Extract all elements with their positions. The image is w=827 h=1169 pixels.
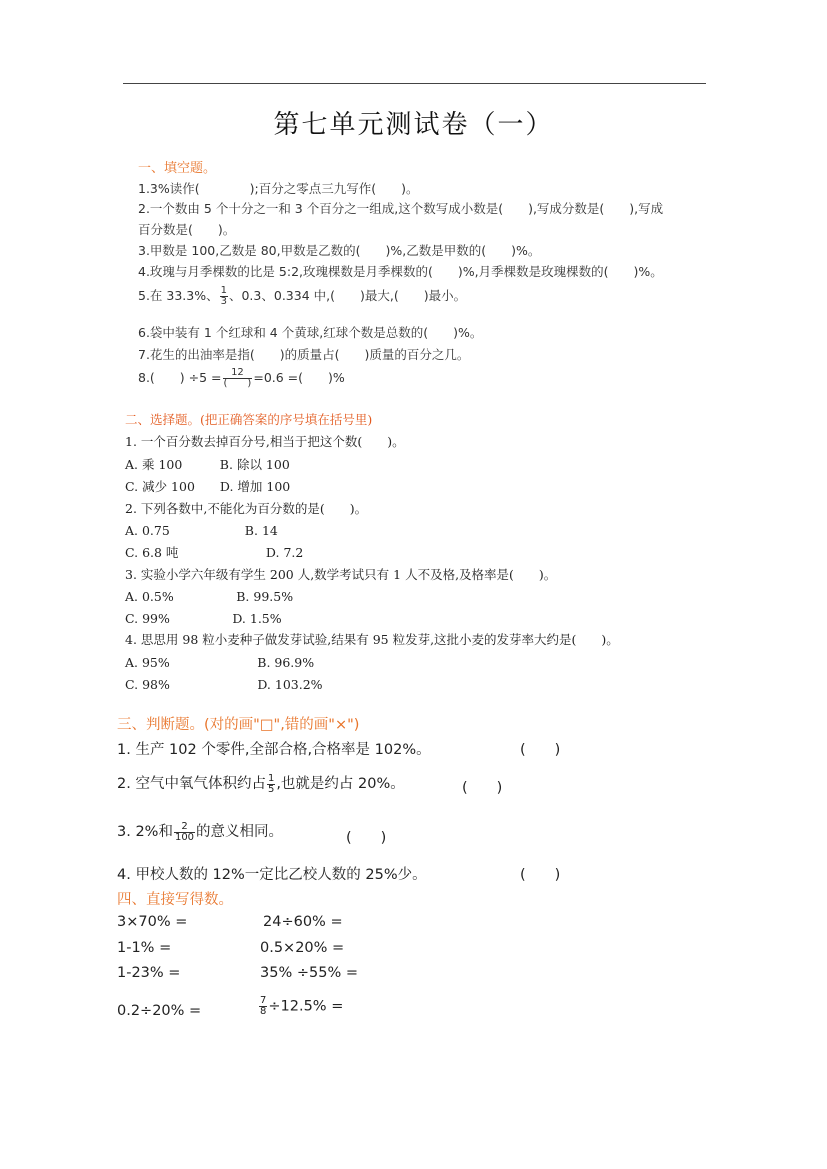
s2-line: C. 98% D. 103.2% [125, 677, 323, 692]
s1-q1: 1.3%读作( );百分之零点三九写作( )。 [138, 181, 419, 196]
fraction [223, 368, 253, 389]
fraction-denominator: 5 [267, 783, 275, 795]
s1-q5-pre: 5.在 33.3%、 [138, 288, 219, 303]
s1-q4: 4.玫瑰与月季棵数的比是 5:2,玫瑰棵数是月季棵数的( )%,月季棵数是玫瑰棵数的( )%。 [138, 264, 663, 279]
fraction-numerator: 7 [260, 995, 267, 1006]
fraction [259, 996, 267, 1017]
s3-q4-answer: ( ) [520, 867, 561, 883]
s4-right: 35% ÷55% = [260, 965, 358, 981]
section3-heading: 三、判断题。(对的画"□",错的画"×") [117, 717, 360, 733]
s3-q2-post: ,也就是约占 20%。 [276, 776, 405, 792]
section2-heading: 二、选择题。(把正确答案的序号填在括号里) [125, 412, 373, 427]
s2-line: A. 乘 100 B. 除以 100 [125, 457, 290, 472]
fraction-numerator: 1 [220, 285, 227, 296]
s3-q2-pre: 2. 空气中氧气体积约占 [117, 776, 266, 792]
s4-right [258, 996, 343, 1017]
s4-last-right: ÷12.5% = [268, 998, 344, 1015]
s1-q8-post: =0.6 =( )% [253, 370, 345, 385]
s4-left: 1-23% = [117, 965, 181, 981]
s3-q3 [117, 820, 283, 843]
s2-line: C. 6.8 吨 D. 7.2 [125, 545, 304, 560]
s3-q2-answer: ( ) [462, 780, 503, 796]
s2-line: C. 99% D. 1.5% [125, 611, 282, 626]
section4-heading: 四、直接写得数。 [117, 892, 233, 908]
header-rule [123, 83, 706, 84]
s2-line: C. 减少 100 D. 增加 100 [125, 479, 291, 494]
section1-heading: 一、填空题。 [138, 161, 217, 176]
fraction [267, 774, 275, 795]
s3-q1: 1. 生产 102 个零件,全部合格,合格率是 102%。 [117, 742, 431, 758]
s2-line: 4. 思思用 98 粒小麦种子做发芽试验,结果有 95 粒发芽,这批小麦的发芽率大约是( )。 [125, 632, 619, 647]
s3-q2 [117, 772, 405, 795]
s4-left: 3×70% = [117, 914, 188, 930]
s2-line: 1. 一个百分数去掉百分号,相当于把这个数( )。 [125, 434, 405, 449]
fraction-denominator: ( ) [223, 378, 252, 389]
fraction-denominator: 8 [260, 1006, 267, 1017]
s2-line: A. 0.5% B. 99.5% [125, 589, 294, 604]
s2-line: 2. 下列各数中,不能化为百分数的是( )。 [125, 501, 368, 516]
fraction-denominator: 100 [174, 831, 195, 843]
s1-q5-post: 、0.3、0.334 中,( )最大,( )最小。 [228, 288, 467, 303]
fraction-numerator: 1 [267, 772, 275, 784]
s2-line: A. 95% B. 96.9% [125, 655, 315, 670]
s4-right: 0.5×20% = [260, 940, 345, 956]
s2-line: A. 0.75 B. 14 [125, 523, 278, 538]
s3-q4: 4. 甲校人数的 12%一定比乙校人数的 25%少。 [117, 867, 427, 883]
s1-q8 [138, 368, 345, 389]
s1-q2b: 百分数是( )。 [138, 222, 236, 237]
s3-q3-pre: 3. 2%和 [117, 824, 173, 840]
s4-left: 0.2÷20% = [117, 1003, 202, 1019]
fraction [174, 822, 195, 843]
fraction-denominator: 3 [220, 296, 227, 307]
s1-q2a: 2.一个数由 5 个十分之一和 3 个百分之一组成,这个数写成小数是( ),写成分数是( ),写成 [138, 201, 664, 216]
s4-left: 1-1% = [117, 940, 172, 956]
page-title: 第七单元测试卷（一） [273, 110, 554, 140]
s1-q7: 7.花生的出油率是指( )的质量占( )质量的百分之几。 [138, 347, 470, 362]
s1-q3: 3.甲数是 100,乙数是 80,甲数是乙数的( )%,乙数是甲数的( )%。 [138, 243, 541, 258]
s1-q8-pre: 8.( ) ÷5 = [138, 370, 222, 385]
s2-line: 3. 实验小学六年级有学生 200 人,数学考试只有 1 人不及格,及格率是( )。 [125, 567, 557, 582]
s3-q3-answer: ( ) [346, 830, 387, 846]
fraction-numerator: 12 [223, 368, 253, 379]
s1-q6: 6.袋中装有 1 个红球和 4 个黄球,红球个数是总数的( )%。 [138, 325, 483, 340]
fraction-numerator: 2 [174, 822, 195, 833]
fraction [220, 286, 228, 307]
s3-q3-post: 的意义相同。 [196, 824, 284, 840]
s3-q1-answer: ( ) [520, 742, 561, 758]
s1-q5 [138, 286, 466, 307]
s4-right: 24÷60% = [263, 914, 343, 930]
